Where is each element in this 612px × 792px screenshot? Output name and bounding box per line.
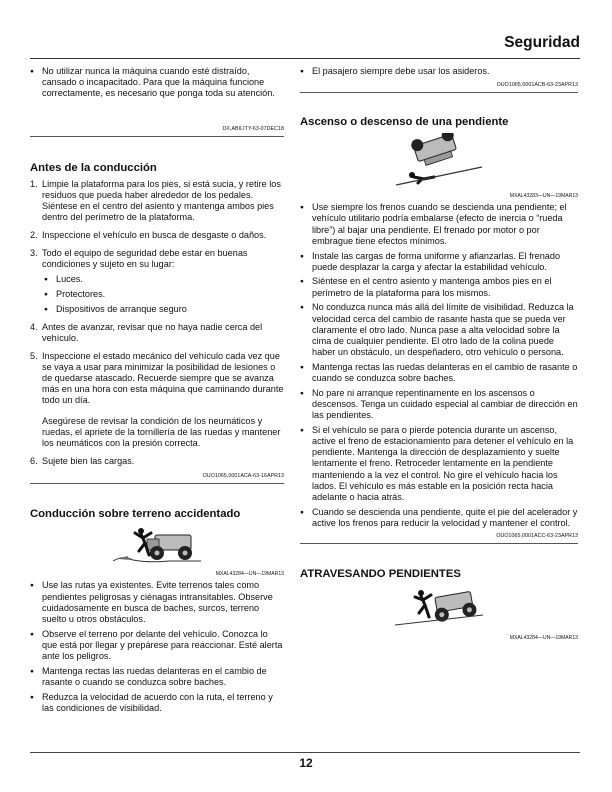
page-number: 12 bbox=[299, 756, 313, 770]
bullet-item: ● Protectores. bbox=[44, 289, 284, 300]
step-number: 3. bbox=[30, 247, 38, 258]
vehicle-bump-icon bbox=[109, 525, 205, 565]
bullet-item: ● No pare ni arranque repentinamente en los ascensos o descensos. Tenga un cuidado especial al cambiar de dirección en las pendientes. bbox=[300, 388, 578, 422]
step-item bbox=[30, 248, 284, 316]
step-number: 6. bbox=[30, 455, 38, 466]
step-text: Antes de avanzar, revisar que no haya nadie cerca del vehículo. bbox=[42, 321, 263, 343]
section-title-atravesando: ATRAVESANDO PENDIENTES bbox=[300, 567, 461, 580]
terreno-bullet-list bbox=[30, 580, 284, 714]
bullet-item: ● Reduzca la velocidad de acuerdo con la ruta, el terreno y las condiciones de visibilidad. bbox=[30, 692, 284, 714]
header-rule bbox=[30, 58, 580, 59]
page-header bbox=[30, 34, 580, 56]
bullet-item: ● Mantenga rectas las ruedas delanteras en el cambio de rasante o cuando se conduzca sobre baches. bbox=[30, 666, 284, 688]
slope-rollover-illustration bbox=[300, 133, 578, 192]
figure-id: MXAL43284—UN—19MAR13 bbox=[215, 571, 284, 578]
step-text: Limpie la plataforma para los pies, si está sucia, y retire los residuos que pueda haber alrededor de los pedales. Siéntese en el centro del asiento y mantenga ambos pies dentro del perímetro de la plataforma. bbox=[42, 178, 281, 223]
pendiente-bullet-list bbox=[300, 202, 578, 529]
intro-bullet-list bbox=[300, 66, 578, 77]
step-item bbox=[30, 456, 284, 467]
step-number: 2. bbox=[30, 229, 38, 240]
bullet-item: ● El pasajero siempre debe usar los asideros. bbox=[300, 66, 578, 77]
bullet-item: ● Luces. bbox=[44, 274, 284, 285]
bullet-item: ● Mantenga rectas las ruedas delanteras en el cambio de rasante o cuando se conduzca sobre baches. bbox=[300, 362, 578, 384]
step-text: Todo el equipo de seguridad debe estar en buenas condiciones y sujeto en su lugar: bbox=[42, 247, 248, 269]
step-text: Inspeccione el vehículo en busca de desgaste o daños. bbox=[42, 229, 267, 240]
figure-id: MXAL43284—UN—19MAR13 bbox=[509, 634, 578, 641]
section-title-terreno: Conducción sobre terreno accidentado bbox=[30, 508, 241, 521]
bullet-item: ● No conduzca nunca más allá del límite de visibilidad. Reduzca la velocidad cerca del cambio de rasante hasta que se pueda ver claramente el otro lado. Nunca pase a alta velocidad sobre la cima de cualquier pendiente. El otro lado de la colina puede haber un obstáculo, un despeñadero, otro vehículo o persona. bbox=[300, 302, 578, 358]
reference-code: OUO1065,0001ACA-63-16APR13 bbox=[202, 473, 284, 480]
antes-steps-list bbox=[30, 179, 284, 467]
bullet-item: ● Si el vehículo se para o pierde potencia durante un ascenso, active el freno de estacionamiento para detener el vehículo en la pendiente. Mantenga la dirección de desplazamiento y suelte lentamente el freno. Retroceder lentamente en la pendiente manteniendo a la vez el control. No gire el vehículo hacia los lados. El vehículo es más estable en la posición recta hacia adelante o hacia atrás. bbox=[300, 425, 578, 503]
reference-code: OUO1065,0001ACB-63-23APR13 bbox=[496, 82, 578, 89]
figure-id: MXAL43283—UN—19MAR13 bbox=[509, 193, 578, 200]
footer-rule bbox=[30, 752, 580, 753]
step-item bbox=[30, 322, 284, 344]
bullet-item: ● Use las rutas ya existentes. Evite terrenos tales como pendientes peligrosas y ciénagas intransitables. Observe cuidadosamente en busca de baches, surcos, terreno suelto u otros obstáculos. bbox=[30, 580, 284, 625]
section-divider bbox=[30, 136, 284, 137]
page-title: Seguridad bbox=[504, 34, 580, 51]
left-column bbox=[30, 66, 284, 718]
bullet-item: ● Cuando se descienda una pendiente, quite el pie del acelerador y active los frenos para reducir la velocidad y mantener el control. bbox=[300, 507, 578, 529]
right-column bbox=[300, 66, 578, 644]
step-number: 1. bbox=[30, 178, 38, 189]
equipment-list bbox=[44, 274, 284, 315]
bullet-item: ● Dispositivos de arranque seguro bbox=[44, 304, 284, 315]
step-item bbox=[30, 230, 284, 241]
bullet-item: ● Siéntese en el centro asiento y mantenga ambos pies en el perímetro de la plataforma para los mismos. bbox=[300, 276, 578, 298]
reference-code: DX,ABILITY-63-07DEC18 bbox=[222, 125, 284, 132]
step-item bbox=[30, 179, 284, 224]
step-extra-text: Asegúrese de revisar la condición de los neumáticos y ruedas, el apriete de la tornillería de las ruedas y mantener los neumáticos con la presión correcta. bbox=[42, 415, 281, 449]
reference-code: OUO1065,0001ACC-63-23APR13 bbox=[496, 532, 578, 539]
crossing-slope-illustration bbox=[300, 585, 578, 634]
section-divider bbox=[300, 92, 578, 93]
intro-bullet-list bbox=[30, 66, 284, 100]
step-text: Sujete bien las cargas. bbox=[42, 455, 135, 466]
step-text: Inspeccione el estado mecánico del vehículo cada vez que se vaya a usar para minimizar la posibilidad de lesiones o de quedarse atascado. Recuerde siempre que se avanza más en una hora con esta máquina que caminando durante todo un día. bbox=[42, 350, 284, 406]
vehicle-tilt-icon bbox=[391, 585, 487, 629]
rough-terrain-illustration bbox=[30, 525, 284, 570]
vehicle-rollover-icon bbox=[394, 133, 484, 187]
section-title-pendiente: Ascenso o descenso de una pendiente bbox=[300, 116, 509, 129]
step-item bbox=[30, 351, 284, 450]
bullet-item: ● No utilizar nunca la máquina cuando esté distraído, cansado o incapacitado. Para que la máquina funcione correctamente, es necesario que ponga toda su atención. bbox=[30, 66, 284, 100]
bullet-item: ● Use siempre los frenos cuando se descienda una pendiente; el vehículo utilitario podría embalarse (efecto de inercia o “rueda libre”) al bajar una pendiente. El frenado por motor o por embrague tiene efectos mínimos. bbox=[300, 202, 578, 247]
section-divider bbox=[30, 483, 284, 484]
bullet-item: ● Observe el terreno por delante del vehículo. Conozca lo que está por llegar y prepárese para reaccionar. Esté alerta ante los peligros. bbox=[30, 629, 284, 663]
section-title-antes: Antes de la conducción bbox=[30, 161, 157, 174]
step-number: 5. bbox=[30, 350, 38, 361]
bullet-item: ● Instale las cargas de forma uniforme y afianzarlas. El frenado puede desplazar la carga y afectar la estabilidad vehículo. bbox=[300, 251, 578, 273]
section-divider bbox=[300, 543, 578, 544]
step-number: 4. bbox=[30, 321, 38, 332]
